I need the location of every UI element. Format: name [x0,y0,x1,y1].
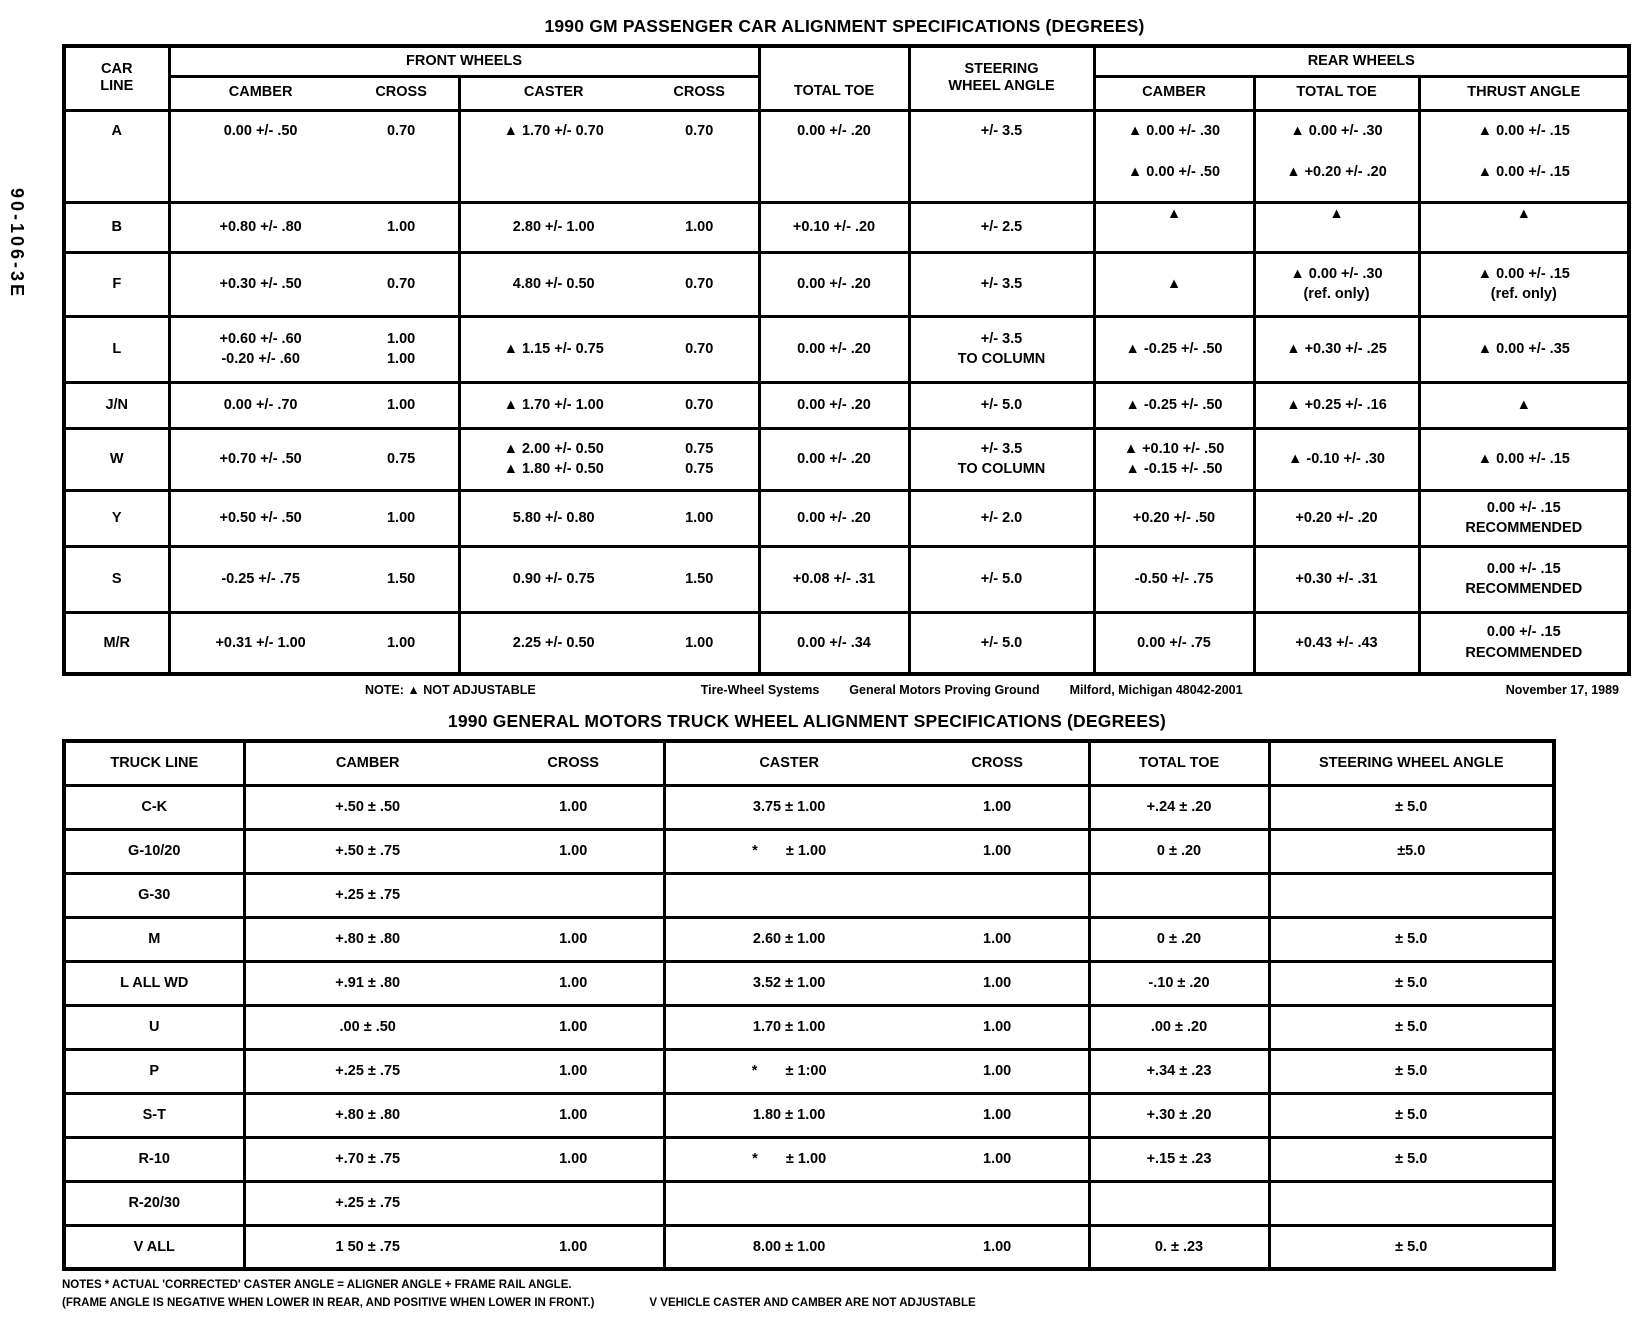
cell-truck-line: G-10/20 [64,829,244,873]
cell-truck-steering: ±5.0 [1269,829,1554,873]
truck-alignment-table [62,739,1556,1271]
footer-date: November 17, 1989 [1505,683,1619,697]
truck-table-header-row [64,741,1554,785]
header-truck-camber-cross-label: CROSS [547,754,599,771]
caster-note-line1: NOTES * ACTUAL 'CORRECTED' CASTER ANGLE = ALIGNER ANGLE + FRAME RAIL ANGLE. [62,1279,572,1291]
cell-truck-camber-cross: +.91 ± .80 1.00 [244,961,664,1005]
cell-front-caster-cross: ▲ 2.00 +/- 0.50 ▲ 1.80 +/- 0.50 0.75 0.75 [459,428,759,490]
cell-car-line: B [64,202,169,252]
cell-steering-wheel-angle: +/- 3.5 TO COLUMN [909,428,1094,490]
header-truck-line: TRUCK LINE [64,741,244,785]
truck-table-notes [62,1277,1552,1313]
header-front-wheels: FRONT WHEELS [169,46,759,76]
cell-truck-caster-cross [664,873,1089,917]
cell-front-camber-cross: +0.80 +/- .80 1.00 [169,202,459,252]
truck-table-row [64,917,1554,961]
v-vehicle-note: V VEHICLE CASTER AND CAMBER ARE NOT ADJUSTABLE [649,1296,976,1309]
car-table-row-B [64,202,1629,252]
car-table-group-header-row [64,46,1629,76]
car-table-row-A [64,110,1629,202]
cell-truck-steering: ± 5.0 [1269,785,1554,829]
cell-car-line: Y [64,490,169,546]
cell-car-line: W [64,428,169,490]
cell-front-camber-cross: +0.70 +/- .50 0.75 [169,428,459,490]
cell-car-line: S [64,546,169,612]
header-steering-wheel-angle [909,46,1094,110]
cell-steering-wheel-angle: +/- 5.0 [909,612,1094,674]
cell-rear-camber: ▲ +0.10 +/- .50 ▲ -0.15 +/- .50 [1094,428,1254,490]
cell-truck-line: S-T [64,1093,244,1137]
car-table-row-S [64,546,1629,612]
cell-truck-camber-cross: +.25 ± .75 1.00 [244,1049,664,1093]
cell-truck-caster-cross: 8.00 ± 1.00 1.00 [664,1225,1089,1269]
car-table-row-F [64,252,1629,316]
cell-front-caster-cross: 2.25 +/- 0.50 1.00 [459,612,759,674]
header-front-camber-cross [169,76,459,110]
cell-truck-camber-cross: .00 ± .50 1.00 [244,1005,664,1049]
cell-truck-line: V ALL [64,1225,244,1269]
cell-rear-total-toe: ▲ +0.30 +/- .25 [1254,316,1419,382]
cell-steering-wheel-angle: +/- 3.5 [909,110,1094,202]
cell-rear-camber: ▲ -0.25 +/- .50 [1094,316,1254,382]
header-front-caster-cross-label: CROSS [673,84,725,101]
cell-car-line: A [64,110,169,202]
cell-truck-camber-cross: +.25 ± .75 [244,873,664,917]
car-table-row-L [64,316,1629,382]
cell-truck-camber-cross: +.50 ± .75 1.00 [244,829,664,873]
truck-table-row [64,1181,1554,1225]
car-table-row-MR [64,612,1629,674]
cell-truck-caster-cross: 3.52 ± 1.00 1.00 [664,961,1089,1005]
footer-location: Milford, Michigan 48042-2001 [1069,683,1243,697]
cell-front-caster-cross: 0.90 +/- 0.75 1.50 [459,546,759,612]
cell-truck-line: R-10 [64,1137,244,1181]
cell-truck-steering [1269,1181,1554,1225]
cell-truck-caster-cross: 3.75 ± 1.00 1.00 [664,785,1089,829]
cell-rear-camber: ▲ -0.25 +/- .50 [1094,382,1254,428]
cell-front-caster-cross: ▲ 1.70 +/- 1.00 0.70 [459,382,759,428]
footer-org-line [701,683,1243,697]
cell-front-total-toe: 0.00 +/- .20 [759,252,909,316]
cell-front-camber-cross: -0.25 +/- .75 1.50 [169,546,459,612]
cell-truck-steering: ± 5.0 [1269,1225,1554,1269]
cell-truck-caster-cross: * ± 1.00 1.00 [664,829,1089,873]
cell-front-total-toe: 0.00 +/- .20 [759,110,909,202]
cell-truck-steering: ± 5.0 [1269,1137,1554,1181]
cell-rear-camber: ▲ [1094,202,1254,252]
cell-truck-steering: ± 5.0 [1269,917,1554,961]
cell-car-line: J/N [64,382,169,428]
cell-thrust-angle: ▲ 0.00 +/- .15 ▲ 0.00 +/- .15 [1419,110,1629,202]
cell-rear-total-toe: ▲ 0.00 +/- .30 (ref. only) [1254,252,1419,316]
header-truck-caster-cross-label: CROSS [971,754,1023,771]
cell-truck-steering: ± 5.0 [1269,1093,1554,1137]
cell-car-line: F [64,252,169,316]
cell-front-total-toe: 0.00 +/- .20 [759,428,909,490]
cell-steering-wheel-angle: +/- 3.5 TO COLUMN [909,316,1094,382]
truck-table-title: 1990 GENERAL MOTORS TRUCK WHEEL ALIGNMENT SPECIFICATIONS (DEGREES) [447,711,1167,731]
cell-truck-line: U [64,1005,244,1049]
cell-rear-camber: +0.20 +/- .50 [1094,490,1254,546]
car-alignment-table [62,44,1631,676]
cell-rear-total-toe: ▲ [1254,202,1419,252]
cell-rear-total-toe: +0.43 +/- .43 [1254,612,1419,674]
cell-truck-line: P [64,1049,244,1093]
cell-truck-camber-cross: +.25 ± .75 [244,1181,664,1225]
cell-truck-camber-cross: +.50 ± .50 1.00 [244,785,664,829]
cell-steering-wheel-angle: +/- 2.0 [909,490,1094,546]
caster-notes [62,1277,594,1313]
caster-note-line2: (FRAME ANGLE IS NEGATIVE WHEN LOWER IN REAR, AND POSITIVE WHEN LOWER IN FRONT.) [62,1296,595,1309]
truck-table-row [64,829,1554,873]
header-front-caster: CASTER [523,84,584,101]
cell-front-caster-cross: 4.80 +/- 0.50 0.70 [459,252,759,316]
cell-truck-steering: ± 5.0 [1269,1049,1554,1093]
cell-thrust-angle: ▲ 0.00 +/- .15 (ref. only) [1419,252,1629,316]
cell-truck-steering: ± 5.0 [1269,1005,1554,1049]
cell-front-camber-cross: 0.00 +/- .70 1.00 [169,382,459,428]
header-truck-camber-cross [244,741,664,785]
cell-car-line: M/R [64,612,169,674]
cell-thrust-angle: 0.00 +/- .15 RECOMMENDED [1419,546,1629,612]
header-car-line-top: CAR [101,60,133,77]
cell-steering-wheel-angle: +/- 2.5 [909,202,1094,252]
cell-front-camber-cross: +0.30 +/- .50 0.70 [169,252,459,316]
cell-car-line: L [64,316,169,382]
cell-truck-caster-cross: 1.70 ± 1.00 1.00 [664,1005,1089,1049]
not-adjustable-note: NOTE: ▲ NOT ADJUSTABLE [365,683,536,697]
cell-front-camber-cross: +0.31 +/- 1.00 1.00 [169,612,459,674]
truck-table-row [64,961,1554,1005]
form-number-label: 90-106-3E [7,188,27,300]
cell-front-caster-cross: ▲ 1.70 +/- 0.70 0.70 [459,110,759,202]
cell-front-caster-cross: ▲ 1.15 +/- 0.75 0.70 [459,316,759,382]
cell-truck-caster-cross: 1.80 ± 1.00 1.00 [664,1093,1089,1137]
car-table-row-W [64,428,1629,490]
cell-thrust-angle: 0.00 +/- .15 RECOMMENDED [1419,612,1629,674]
cell-truck-camber-cross: +.80 ± .80 1.00 [244,1093,664,1137]
truck-table-row [64,873,1554,917]
cell-rear-camber: ▲ [1094,252,1254,316]
cell-front-total-toe: 0.00 +/- .20 [759,316,909,382]
header-rear-total-toe: TOTAL TOE [1254,76,1419,110]
header-car-line-bottom: LINE [100,78,134,95]
cell-truck-camber-cross: +.70 ± .75 1.00 [244,1137,664,1181]
header-truck-caster-cross [664,741,1089,785]
car-table-row-JN [64,382,1629,428]
header-steering-bottom: WHEEL ANGLE [948,78,1055,95]
header-front-caster-cross [459,76,759,110]
header-truck-steering: STEERING WHEEL ANGLE [1269,741,1554,785]
cell-rear-camber: 0.00 +/- .75 [1094,612,1254,674]
cell-truck-caster-cross: * ± 1:00 1.00 [664,1049,1089,1093]
truck-table-row [64,1049,1554,1093]
cell-truck-total-toe: .00 ± .20 [1089,1005,1269,1049]
cell-truck-line: G-30 [64,873,244,917]
header-front-camber: CAMBER [228,84,293,101]
cell-truck-total-toe: +.30 ± .20 [1089,1093,1269,1137]
cell-truck-caster-cross: 2.60 ± 1.00 1.00 [664,917,1089,961]
cell-front-total-toe: 0.00 +/- .34 [759,612,909,674]
cell-front-camber-cross: +0.50 +/- .50 1.00 [169,490,459,546]
cell-front-total-toe: 0.00 +/- .20 [759,490,909,546]
cell-truck-caster-cross: * ± 1.00 1.00 [664,1137,1089,1181]
footer-org: Tire-Wheel Systems [700,683,820,697]
cell-truck-camber-cross: 1 50 ± .75 1.00 [244,1225,664,1269]
cell-rear-camber: ▲ 0.00 +/- .30 ▲ 0.00 +/- .50 [1094,110,1254,202]
header-truck-camber: CAMBER [335,754,400,771]
cell-front-camber-cross: +0.60 +/- .60 -0.20 +/- .60 1.00 1.00 [169,316,459,382]
cell-rear-total-toe: +0.30 +/- .31 [1254,546,1419,612]
cell-thrust-angle: 0.00 +/- .15 RECOMMENDED [1419,490,1629,546]
cell-truck-total-toe: 0. ± .23 [1089,1225,1269,1269]
cell-front-total-toe: 0.00 +/- .20 [759,382,909,428]
cell-truck-total-toe: 0 ± .20 [1089,917,1269,961]
truck-table-row [64,1093,1554,1137]
cell-truck-total-toe [1089,1181,1269,1225]
cell-front-caster-cross: 5.80 +/- 0.80 1.00 [459,490,759,546]
cell-front-caster-cross: 2.80 +/- 1.00 1.00 [459,202,759,252]
car-table-row-Y [64,490,1629,546]
page-content [62,16,1630,1313]
cell-front-camber-cross: 0.00 +/- .50 0.70 [169,110,459,202]
footer-proving-ground: General Motors Proving Ground [849,683,1040,697]
cell-rear-total-toe: ▲ -0.10 +/- .30 [1254,428,1419,490]
truck-table-row [64,1225,1554,1269]
cell-truck-steering: ± 5.0 [1269,961,1554,1005]
cell-truck-camber-cross: +.80 ± .80 1.00 [244,917,664,961]
cell-steering-wheel-angle: +/- 3.5 [909,252,1094,316]
header-thrust-angle: THRUST ANGLE [1419,76,1629,110]
cell-rear-camber: -0.50 +/- .75 [1094,546,1254,612]
truck-table-row [64,1137,1554,1181]
cell-thrust-angle: ▲ 0.00 +/- .15 [1419,428,1629,490]
header-truck-caster: CASTER [759,754,819,771]
cell-truck-line: M [64,917,244,961]
cell-thrust-angle: ▲ 0.00 +/- .35 [1419,316,1629,382]
cell-truck-total-toe: +.24 ± .20 [1089,785,1269,829]
cell-truck-line: L ALL WD [64,961,244,1005]
header-total-toe: TOTAL TOE [759,46,909,110]
header-car-line [64,46,169,110]
cell-rear-total-toe: +0.20 +/- .20 [1254,490,1419,546]
truck-table-row [64,1005,1554,1049]
truck-table-row [64,785,1554,829]
cell-thrust-angle: ▲ [1419,202,1629,252]
header-steering-top: STEERING [964,60,1039,77]
cell-front-total-toe: +0.10 +/- .20 [759,202,909,252]
header-rear-wheels: REAR WHEELS [1094,46,1629,76]
cell-steering-wheel-angle: +/- 5.0 [909,546,1094,612]
header-front-camber-cross-label: CROSS [375,84,427,101]
cell-truck-line: C-K [64,785,244,829]
cell-truck-steering [1269,873,1554,917]
cell-truck-total-toe: +.34 ± .23 [1089,1049,1269,1093]
cell-truck-line: R-20/30 [64,1181,244,1225]
cell-front-total-toe: +0.08 +/- .31 [759,546,909,612]
cell-steering-wheel-angle: +/- 5.0 [909,382,1094,428]
car-table-footer [62,683,1627,697]
cell-rear-total-toe: ▲ +0.25 +/- .16 [1254,382,1419,428]
header-truck-total-toe: TOTAL TOE [1089,741,1269,785]
cell-truck-caster-cross [664,1181,1089,1225]
cell-truck-total-toe: +.15 ± .23 [1089,1137,1269,1181]
car-table-title: 1990 GM PASSENGER CAR ALIGNMENT SPECIFICATIONS (DEGREES) [544,16,1145,36]
cell-truck-total-toe: 0 ± .20 [1089,829,1269,873]
header-rear-camber: CAMBER [1094,76,1254,110]
cell-thrust-angle: ▲ [1419,382,1629,428]
cell-truck-total-toe [1089,873,1269,917]
cell-truck-total-toe: -.10 ± .20 [1089,961,1269,1005]
cell-rear-total-toe: ▲ 0.00 +/- .30 ▲ +0.20 +/- .20 [1254,110,1419,202]
